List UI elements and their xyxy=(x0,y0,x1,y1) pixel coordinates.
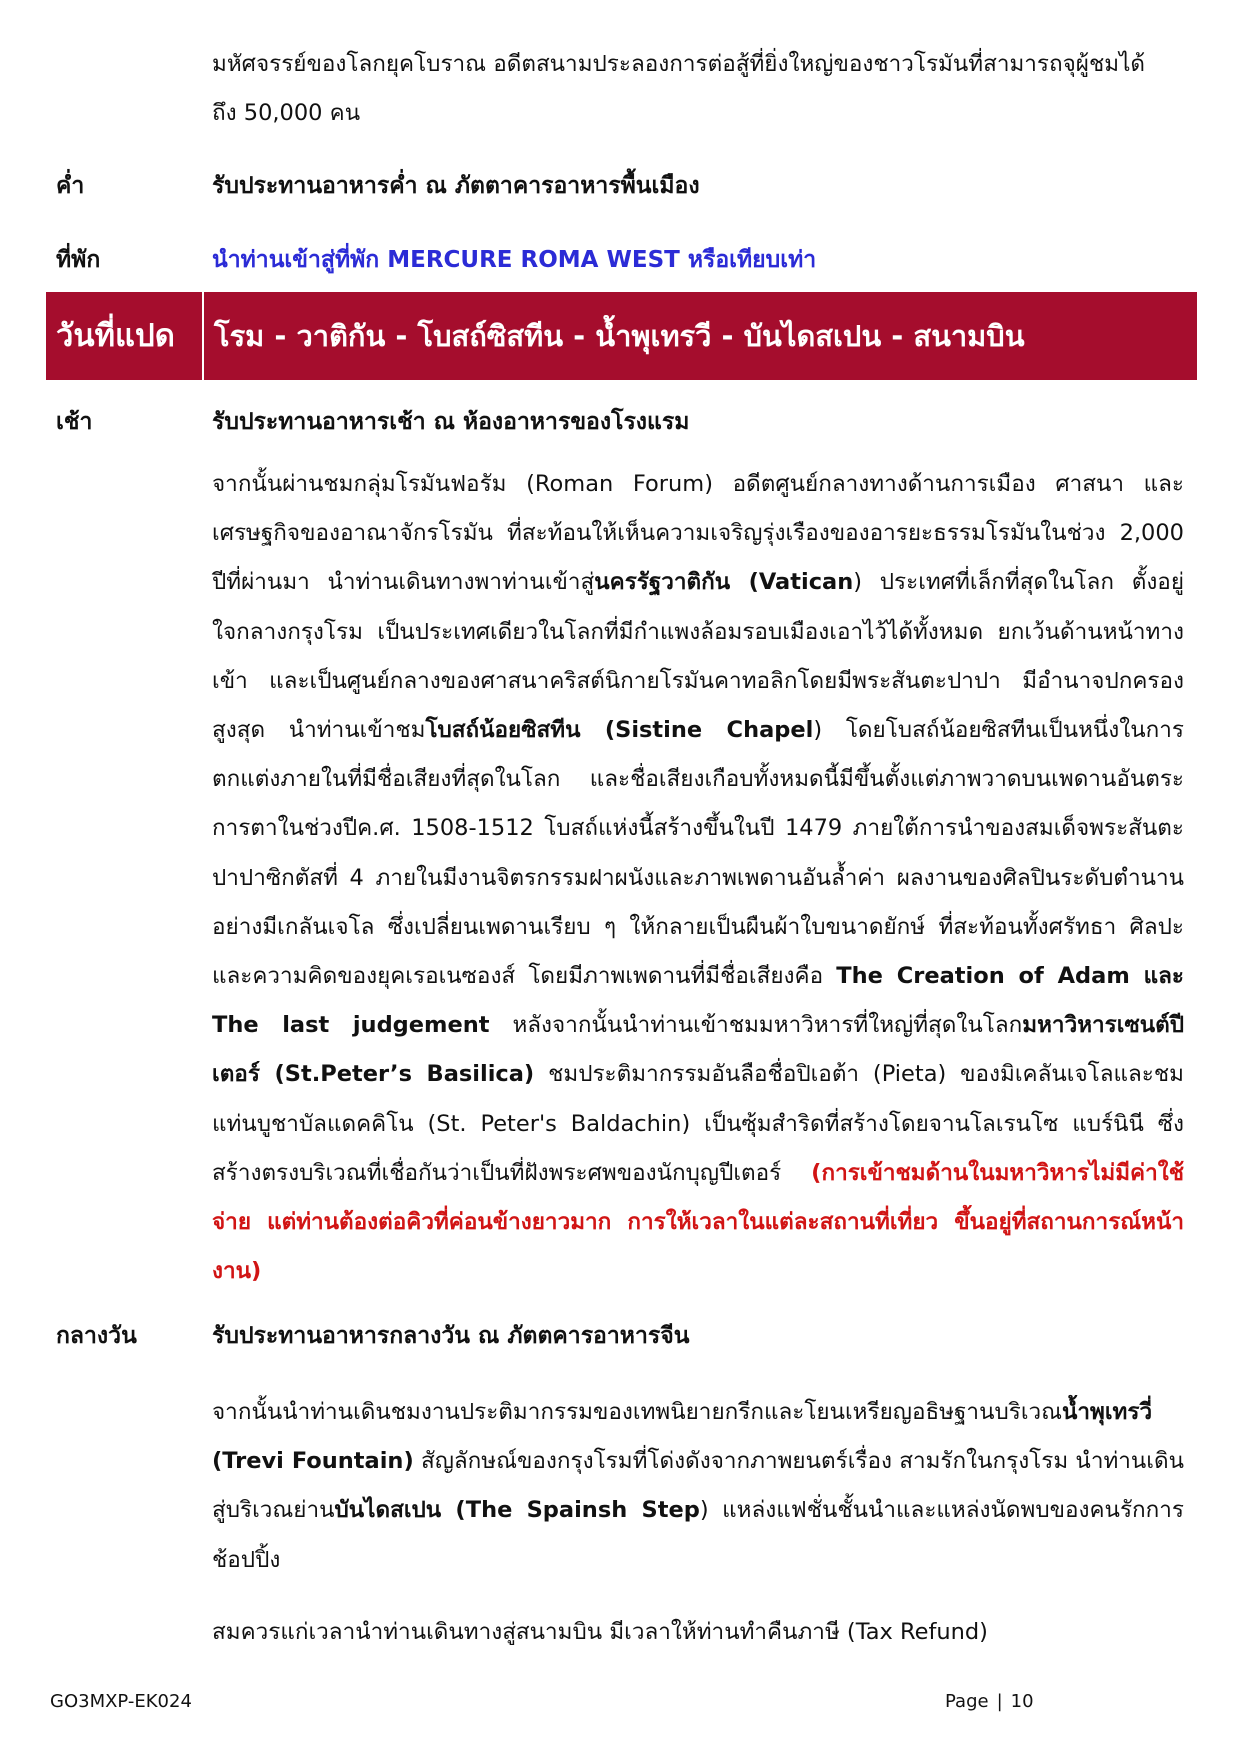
vatican-text-5: ชมประติมากรรมอันลือชื่อปิเอต้า (Pieta) ของมิเคลันเจโลและชมแท่นบูชาบัลแดคคิโน (St. Peter's Baldachin) เป็นซุ้มสำริดที่สร้างโดยจานโลเรนโซ แบร์นินี ซึ่งสร้างตรงบริเวณที่เชื่อกันว่าเป็นที่ฝังพระศพของนักบุญปีเตอร์ xyxy=(212,1061,1184,1186)
page-separator: | xyxy=(996,1691,1003,1712)
day-label: วันที่แปด xyxy=(56,318,175,354)
page-label: Page xyxy=(945,1691,989,1712)
hotel-label: ที่พัก xyxy=(56,247,101,273)
intro-paragraph xyxy=(212,40,1184,138)
page-number-footer xyxy=(945,1690,1034,1714)
dinner-text: รับประทานอาหารค่ำ ณ ภัตตาคารอาหารพื้นเมือง xyxy=(212,173,700,199)
intro-line-1: มหัศจรรย์ของโลกยุคโบราณ อดีตสนามประลองการต่อสู้ที่ยิ่งใหญ่ของชาวโรมันที่สามารถจุผู้ชมได้ xyxy=(212,51,1146,77)
hotel-row xyxy=(0,240,1241,280)
breakfast-row xyxy=(0,402,1241,442)
vatican-text-3: ) โดยโบสถ์น้อยซิสทีนเป็นหนึ่งในการตกแต่งภายในที่มีชื่อเสียงที่สุดในโลก และชื่อเสียงเกือบทั้งหมดนี้มีขึ้นตั้งแต่ภาพวาดบนเพดานอันตระการตาในช่วงปีค.ศ. 1508-1512 โบสถ์แห่งนี้สร้างขึ้นในปี 1479 ภายใต้การนำของสมเด็จพระสันตะปาปาซิกตัสที่ 4 ภายในมีงานจิตรกรรมฝาผนังและภาพเพดานอันล้ำค่า ผลงานของศิลปินระดับตำนานอย่างมีเกลันเจโล ซึ่งเปลี่ยนเพดานเรียบ ๆ ให้กลายเป็นผืนผ้าใบขนาดยักษ์ ที่สะท้อนทั้งศรัทธา ศิลปะ และความคิดของยุคเรอเนซองส์ โดยมีภาพเพดานที่มีชื่อเสียงคือ xyxy=(212,717,1184,990)
basilica-entry-note: (การเข้าชมด้านในมหาวิหารไม่มีค่าใช้จ่าย แต่ท่านต้องต่อคิวที่ค่อนข้างยาวมาก การให้เวลาในแต่ละสถานที่เที่ยว ขึ้นอยู่ที่สถานการณ์หน้างาน) xyxy=(212,1159,1184,1285)
st-peters-basilica-name: มหาวิหารเซนต์ปีเตอร์ (St.Peter’s Basilica) xyxy=(212,1012,1184,1088)
breakfast-label: เช้า xyxy=(56,409,93,435)
dinner-label: ค่ำ xyxy=(56,173,85,199)
day-header-band xyxy=(46,292,1197,380)
lunch-text: รับประทานอาหารกลางวัน ณ ภัตตคารอาหารจีน xyxy=(212,1323,690,1349)
dinner-row xyxy=(0,166,1241,206)
famous-paintings-name: The Creation of Adam และ The last judgement xyxy=(212,963,1184,1039)
vatican-description xyxy=(212,460,1184,1296)
airport-paragraph: สมควรแก่เวลานำท่านเดินทางสู่สนามบิน มีเวลาให้ท่านทำคืนภาษี (Tax Refund) xyxy=(212,1619,988,1645)
trevi-text-1: จากนั้นนำท่านเดินชมงานประติมากรรมของเทพนิยายกรีกและโยนเหรียญอธิษฐานบริเวณ xyxy=(212,1399,1063,1425)
day-header-divider xyxy=(202,292,204,380)
vatican-text-1: จากนั้นผ่านชมกลุ่มโรมันฟอรัม (Roman Forum) อดีตศูนย์กลางทางด้านการเมือง ศาสนา และเศรษฐกิจของอาณาจักรโรมัน ที่สะท้อนให้เห็นความเจริญรุ่งเรืองของอารยะธรรมโรมันในช่วง 2,000 ปีที่ผ่านมา นำท่านเดินทางพาท่านเข้าสู่ xyxy=(212,471,1184,596)
spanish-steps-name: บันไดสเปน (The Spainsh Step xyxy=(334,1497,700,1524)
vatican-name: นครรัฐวาติกัน (Vatican xyxy=(594,569,854,596)
day-title: โรม - วาติกัน - โบสถ์ซิสทีน - น้ำพุเทรวี - บันไดสเปน - สนามบิน xyxy=(214,319,1025,353)
intro-line-2: ถึง 50,000 คน xyxy=(212,100,361,127)
breakfast-text: รับประทานอาหารเช้า ณ ห้องอาหารของโรงแรม xyxy=(212,409,690,435)
trevi-fountain-name: น้ำพุเทรวี่ (Trevi Fountain) xyxy=(212,1399,1153,1475)
sistine-chapel-name: โบสถ์น้อยซิสทีน (Sistine Chapel xyxy=(425,717,814,744)
trevi-text-3: ) แหล่งแฟชั่นชั้นนำและแหล่งนัดพบของคนรักการช้อปปิ้ง xyxy=(212,1497,1184,1573)
vatican-text-2: ) ประเทศที่เล็กที่สุดในโลก ตั้งอยู่ใจกลางกรุงโรม เป็นประเทศเดียวในโลกที่มีกำแพงล้อมรอบเมืองเอาไว้ได้ทั้งหมด ยกเว้นด้านหน้าทางเข้า และเป็นศูนย์กลางของศาสนาคริสต์นิกายโรมันคาทอลิกโดยมีพระสันตะปาปา มีอำนาจปกครองสูงสุด นำท่านเข้าชม xyxy=(212,569,1184,744)
page-number: 10 xyxy=(1010,1691,1034,1712)
lunch-row xyxy=(0,1316,1241,1356)
hotel-text: นำท่านเข้าสู่ที่พัก MERCURE ROMA WEST หรือเทียบเท่า xyxy=(212,247,817,273)
trevi-text-2: สัญลักษณ์ของกรุงโรมที่โด่งดังจากภาพยนตร์เรื่อง สามรักในกรุงโรม นำท่านเดินสู่บริเวณย่าน xyxy=(212,1448,1184,1524)
lunch-label: กลางวัน xyxy=(56,1323,137,1349)
trevi-description xyxy=(212,1388,1184,1585)
vatican-text-4: หลังจากนั้นนำท่านเข้าชมมหาวิหารที่ใหญ่ที่สุดในโลก xyxy=(489,1012,1023,1039)
tour-code: GO3MXP-EK024 xyxy=(50,1691,192,1712)
